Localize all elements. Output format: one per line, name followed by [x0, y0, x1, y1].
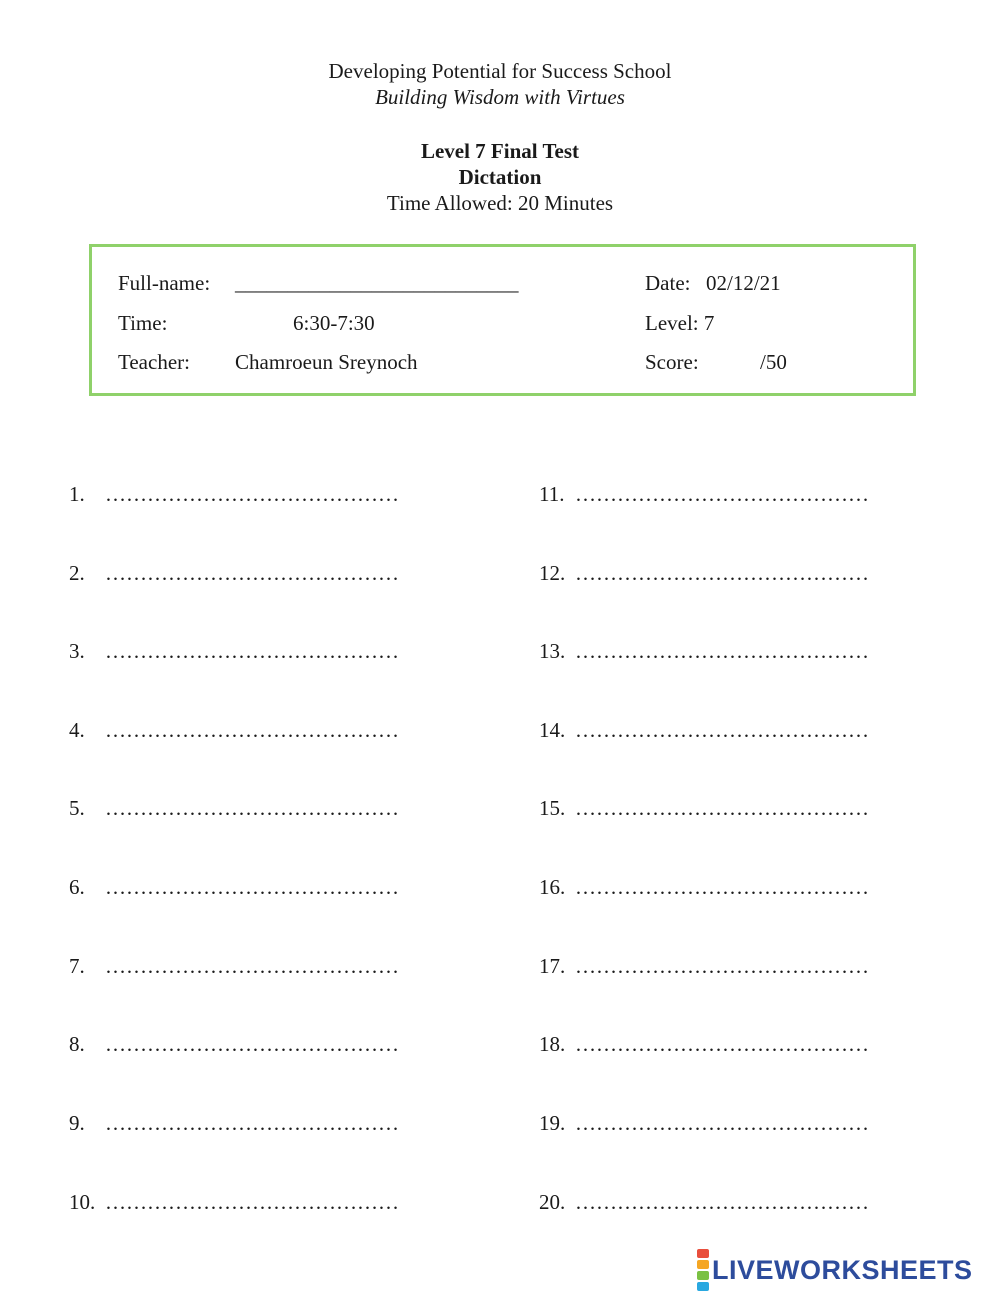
answer-row [539, 717, 869, 743]
answer-blank[interactable]: …………………………………… [105, 639, 399, 663]
answer-number: 3. [69, 639, 85, 663]
answer-row [539, 795, 869, 821]
fullname-label: Full-name: [118, 271, 211, 295]
answer-row [539, 560, 869, 586]
fullname-field[interactable]: ___________________________ [235, 271, 519, 295]
answer-number: 10. [69, 1190, 96, 1214]
answer-number: 5. [69, 796, 85, 820]
answer-row [69, 874, 399, 900]
answer-row [69, 1031, 399, 1057]
answer-number: 17. [539, 954, 566, 978]
answer-number: 14. [539, 718, 566, 742]
answer-row [539, 638, 869, 664]
school-motto: Building Wisdom with Virtues [375, 85, 625, 109]
date-label: Date: [645, 271, 691, 295]
logo-block-v [697, 1271, 709, 1280]
answer-number: 7. [69, 954, 85, 978]
teacher-label: Teacher: [118, 350, 190, 374]
answer-number: 4. [69, 718, 85, 742]
answer-blank[interactable]: …………………………………… [105, 718, 399, 742]
logo-block-i [697, 1260, 709, 1269]
answer-blank[interactable]: …………………………………… [575, 1032, 869, 1056]
answer-number: 13. [539, 639, 566, 663]
answer-row [69, 717, 399, 743]
answer-row [69, 1110, 399, 1136]
answer-row [69, 638, 399, 664]
test-subtitle: Dictation [458, 165, 542, 189]
teacher-value: Chamroeun Sreynoch [235, 350, 418, 374]
test-title: Level 7 Final Test [420, 139, 580, 163]
answer-row [539, 1031, 869, 1057]
liveworksheets-text: LIVEWORKSHEETS [712, 1254, 973, 1285]
answer-number: 18. [539, 1032, 566, 1056]
answer-blank[interactable]: …………………………………… [575, 482, 869, 506]
time-label: Time: [118, 311, 168, 335]
answer-blank[interactable]: …………………………………… [105, 1111, 399, 1135]
answer-blank[interactable]: …………………………………… [575, 954, 869, 978]
answer-number: 1. [69, 482, 85, 506]
answer-blank[interactable]: …………………………………… [575, 639, 869, 663]
answer-blank[interactable]: …………………………………… [575, 561, 869, 585]
answer-row [69, 560, 399, 586]
answer-row [539, 1189, 869, 1215]
answer-row [539, 953, 869, 979]
answer-row [539, 1110, 869, 1136]
answer-number: 2. [69, 561, 85, 585]
answer-blank[interactable]: …………………………………… [105, 796, 399, 820]
answer-blank[interactable]: …………………………………… [575, 875, 869, 899]
answer-number: 9. [69, 1111, 85, 1135]
answer-row [539, 481, 869, 507]
answer-row [69, 953, 399, 979]
answer-blank[interactable]: …………………………………… [105, 954, 399, 978]
answer-blank[interactable]: …………………………………… [575, 718, 869, 742]
liveworksheets-logo-icon [697, 1248, 709, 1292]
liveworksheets-brand [697, 1254, 973, 1286]
answer-row [539, 874, 869, 900]
answer-number: 16. [539, 875, 566, 899]
answer-blank[interactable]: …………………………………… [105, 1032, 399, 1056]
score-label: Score: [645, 350, 699, 374]
answer-number: 20. [539, 1190, 566, 1214]
date-value: 02/12/21 [706, 271, 781, 295]
answer-blank[interactable]: …………………………………… [575, 1190, 869, 1214]
answer-number: 6. [69, 875, 85, 899]
answer-blank[interactable]: …………………………………… [575, 796, 869, 820]
answer-number: 11. [539, 482, 565, 506]
school-name: Developing Potential for Success School [328, 59, 672, 83]
level-label: Level: 7 [645, 311, 715, 335]
logo-block-e [697, 1282, 709, 1291]
answer-blank[interactable]: …………………………………… [105, 561, 399, 585]
answer-blank[interactable]: …………………………………… [105, 1190, 399, 1214]
time-allowed: Time Allowed: 20 Minutes [386, 191, 614, 215]
score-value[interactable]: /50 [760, 350, 787, 374]
answer-row [69, 481, 399, 507]
answer-row [69, 795, 399, 821]
student-info-box [89, 244, 916, 396]
answer-number: 12. [539, 561, 566, 585]
answer-number: 8. [69, 1032, 85, 1056]
answer-blank[interactable]: …………………………………… [105, 875, 399, 899]
answer-row [69, 1189, 399, 1215]
answer-number: 19. [539, 1111, 566, 1135]
answer-blank[interactable]: …………………………………… [105, 482, 399, 506]
logo-block-l [697, 1249, 709, 1258]
answer-blank[interactable]: …………………………………… [575, 1111, 869, 1135]
time-value: 6:30-7:30 [293, 311, 375, 335]
answer-number: 15. [539, 796, 566, 820]
